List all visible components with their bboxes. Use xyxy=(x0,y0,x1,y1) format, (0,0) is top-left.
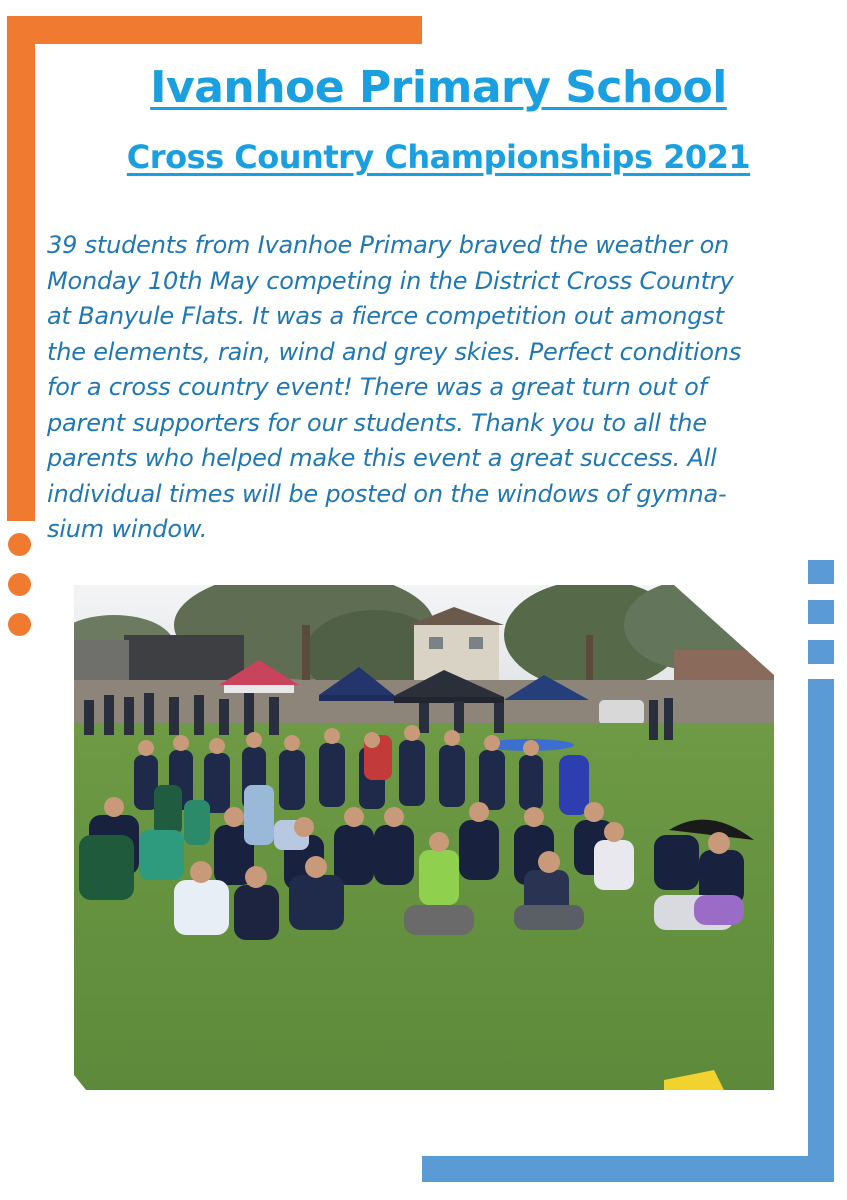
blue-square-1 xyxy=(808,560,834,584)
article-line: sium window. xyxy=(47,515,208,543)
blue-frame-bottom xyxy=(422,1156,834,1182)
article-line: 39 students from Ivanhoe Primary braved the weather on xyxy=(47,231,730,259)
blue-square-2 xyxy=(808,600,834,624)
school-title: Ivanhoe Primary School xyxy=(150,62,727,113)
article-line: individual times will be posted on the windows of gymna- xyxy=(47,479,727,508)
event-title: Cross Country Championships 2021 xyxy=(126,138,751,176)
photo-car xyxy=(599,700,644,725)
article-line: parent supporters for our students. Thank you to all the xyxy=(47,408,707,437)
blue-frame-right xyxy=(808,679,834,1182)
article-line: the elements, rain, wind and grey skies. Perfect conditions xyxy=(47,337,742,366)
article-paragraph xyxy=(47,228,822,548)
orange-frame-top xyxy=(7,16,422,44)
group-photo xyxy=(74,585,774,1090)
article-line: for a cross country event! There was a great turn out of xyxy=(47,373,707,401)
orange-dot-1 xyxy=(8,533,31,556)
orange-dot-3 xyxy=(8,613,31,636)
article-line: Monday 10th May competing in the District Cross Country xyxy=(47,266,734,295)
article-line: parents who helped make this event a great success. All xyxy=(47,444,717,472)
article-line: at Banyule Flats. It was a fierce competition out amongst xyxy=(47,302,724,330)
blue-square-3 xyxy=(808,640,834,664)
orange-dot-2 xyxy=(8,573,31,596)
